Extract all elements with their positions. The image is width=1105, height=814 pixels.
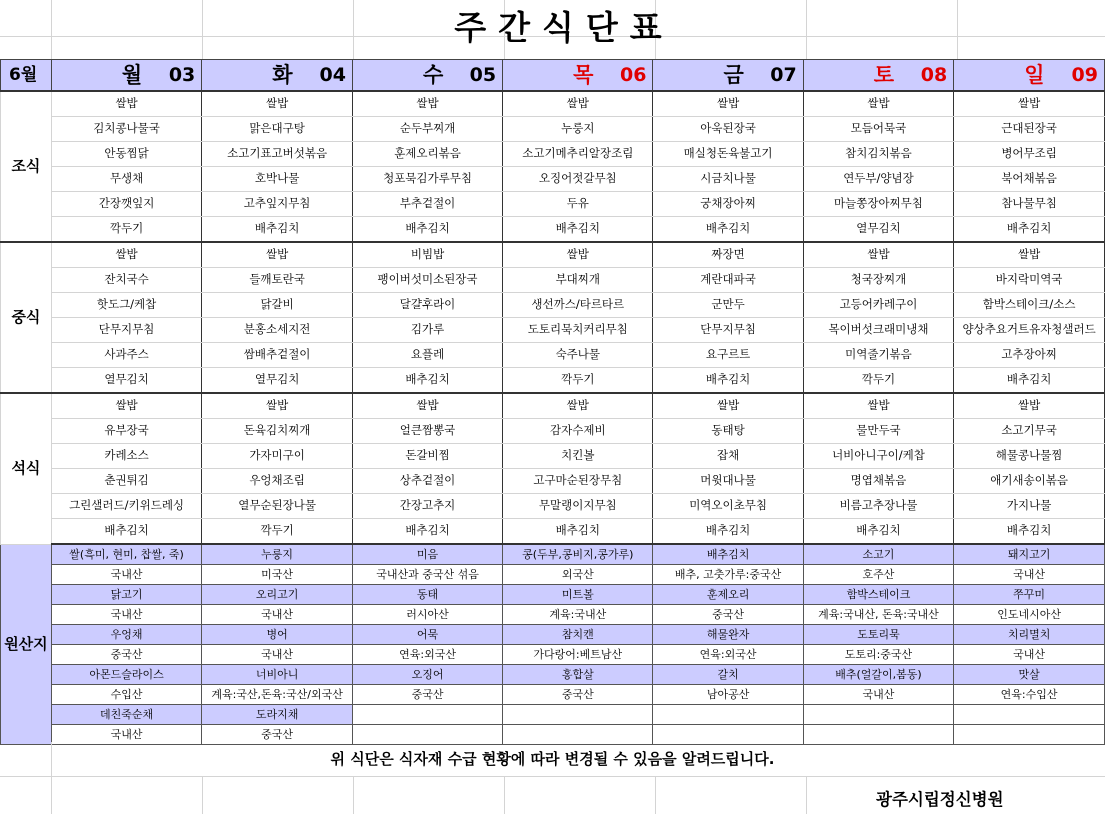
origin-source: 중국산 [202,725,353,745]
menu-item: 쌀밥 [503,91,653,117]
origin-source [352,725,502,745]
menu-item: 참치김치볶음 [803,142,954,167]
menu-item: 궁채장아찌 [653,192,803,217]
day-number: 03 [168,64,196,86]
menu-item: 쌀밥 [803,393,954,419]
menu-item: 배추김치 [954,519,1105,545]
menu-item: 마늘쫑장아찌무침 [803,192,954,217]
menu-item: 병어무조림 [954,142,1105,167]
day-header [653,60,803,92]
origin-item: 배추김치 [653,544,803,565]
menu-row [1,217,1105,243]
month-label: 6월 [1,60,52,92]
day-header [202,60,353,92]
menu-item: 누룽지 [503,117,653,142]
origin-source: 국내산 [954,565,1105,585]
menu-item: 들깨토란국 [202,268,353,293]
origin-source: 국내산 [202,645,353,665]
origin-item [653,705,803,725]
menu-item: 깍두기 [803,368,954,394]
menu-item: 우엉채조림 [202,469,353,494]
origin-item [352,705,502,725]
menu-item: 배추김치 [653,217,803,243]
menu-row [1,444,1105,469]
menu-item: 단무지무침 [51,318,201,343]
origin-item: 배추(얼갈이,봄동) [803,665,954,685]
menu-item: 치킨볼 [503,444,653,469]
menu-item: 달걀후라이 [352,293,502,318]
menu-item: 간장깻잎지 [51,192,201,217]
origin-item: 누룽지 [202,544,353,565]
menu-item: 두유 [503,192,653,217]
menu-item: 맑은대구탕 [202,117,353,142]
menu-item: 머윗대나물 [653,469,803,494]
menu-item: 배추김치 [352,217,502,243]
origin-source-row [1,565,1105,585]
origin-item-row [1,665,1105,685]
menu-item: 팽이버섯미소된장국 [352,268,502,293]
origin-source: 국내산 [51,565,201,585]
origin-item: 도라지채 [202,705,353,725]
menu-item: 열무순된장나물 [202,494,353,519]
menu-item: 청국장찌개 [803,268,954,293]
origin-item: 치리멸치 [954,625,1105,645]
origin-item: 쭈꾸미 [954,585,1105,605]
menu-item: 오징어젓갈무침 [503,167,653,192]
menu-item: 쌀밥 [803,242,954,268]
menu-item: 쌀밥 [954,393,1105,419]
menu-item: 미역오이초무침 [653,494,803,519]
menu-row [1,419,1105,444]
menu-item: 가지나물 [954,494,1105,519]
menu-item: 배추김치 [503,519,653,545]
origin-item: 데친죽순채 [51,705,201,725]
menu-item: 깍두기 [51,217,201,243]
menu-item: 쌀밥 [51,393,201,419]
menu-row [1,293,1105,318]
origin-item: 병어 [202,625,353,645]
menu-item: 돈육김치찌개 [202,419,353,444]
origin-source: 외국산 [503,565,653,585]
menu-item: 쌀밥 [51,242,201,268]
origin-item: 참치캔 [503,625,653,645]
menu-item: 쌀밥 [202,242,353,268]
origin-item-row [1,585,1105,605]
origin-item: 콩(두부,콩비지,콩가루) [503,544,653,565]
menu-item: 고추장아찌 [954,343,1105,368]
origin-item: 오징어 [352,665,502,685]
origin-source: 중국산 [503,685,653,705]
menu-item: 카레소스 [51,444,201,469]
hospital-name: 광주시립정신병원 [876,790,1004,809]
menu-item: 배추김치 [503,217,653,243]
menu-item: 계란대파국 [653,268,803,293]
menu-item: 소고기표고버섯볶음 [202,142,353,167]
menu-item: 함박스테이크/소스 [954,293,1105,318]
menu-item: 쌀밥 [653,91,803,117]
menu-item: 돈갈비찜 [352,444,502,469]
origin-item [954,705,1105,725]
origin-source: 국내산 [51,725,201,745]
menu-item: 가자미구이 [202,444,353,469]
origin-source: 국내산 [954,645,1105,665]
menu-item: 쌀밥 [954,91,1105,117]
menu-item: 간장고추지 [352,494,502,519]
menu-item: 얼큰짬뽕국 [352,419,502,444]
day-number: 08 [920,64,948,86]
menu-item: 유부장국 [51,419,201,444]
menu-item: 쌀밥 [803,91,954,117]
menu-item: 쌀밥 [202,91,353,117]
origin-source: 중국산 [352,685,502,705]
menu-item: 쌀밥 [352,393,502,419]
day-number: 06 [620,64,647,86]
origin-item: 쌀(흑미, 현미, 찹쌀, 죽) [51,544,201,565]
menu-item: 열무김치 [202,368,353,394]
day-header [803,60,954,92]
menu-item: 비름고추장나물 [803,494,954,519]
menu-item: 열무김치 [803,217,954,243]
menu-item: 모듬어묵국 [803,117,954,142]
day-name: 금 [723,63,744,87]
menu-item: 깍두기 [202,519,353,545]
day-number: 04 [319,64,346,86]
origin-source: 러시아산 [352,605,502,625]
origin-source: 국내산과 중국산 섞음 [352,565,502,585]
day-number: 07 [770,64,797,86]
day-name: 일 [1024,63,1045,87]
menu-item: 배추김치 [202,217,353,243]
menu-item: 고구마순된장무침 [503,469,653,494]
menu-row [1,519,1105,545]
origin-source: 국내산 [202,605,353,625]
origin-source: 국내산 [803,685,954,705]
menu-row [1,393,1105,419]
menu-item: 무말랭이지무침 [503,494,653,519]
menu-item: 바지락미역국 [954,268,1105,293]
origin-source: 배추, 고춧가루:중국산 [653,565,803,585]
menu-item: 명엽채볶음 [803,469,954,494]
menu-item: 배추김치 [954,217,1105,243]
origin-source: 연육:외국산 [352,645,502,665]
origin-item: 갈치 [653,665,803,685]
origin-item: 미트볼 [503,585,653,605]
menu-row [1,192,1105,217]
day-header [503,60,653,92]
origin-item: 홍합살 [503,665,653,685]
menu-row [1,242,1105,268]
menu-item: 부대찌개 [503,268,653,293]
menu-item: 그린샐러드/키위드레싱 [51,494,201,519]
menu-item: 분홍소세지전 [202,318,353,343]
menu-item: 닭갈비 [202,293,353,318]
menu-row [1,91,1105,117]
menu-item: 배추김치 [352,368,502,394]
origin-source [954,725,1105,745]
origin-source-row [1,685,1105,705]
menu-item: 짜장면 [653,242,803,268]
menu-item: 김가루 [352,318,502,343]
menu-item: 배추김치 [51,519,201,545]
page-title: 주간식단표 [454,8,674,47]
origin-source-row [1,605,1105,625]
menu-item: 배추김치 [803,519,954,545]
origin-item: 미음 [352,544,502,565]
origin-source [503,725,653,745]
day-number: 05 [469,64,497,86]
menu-item: 쌀밥 [352,91,502,117]
day-name: 수 [422,63,444,87]
menu-item: 훈제오리볶음 [352,142,502,167]
origin-source: 중국산 [653,605,803,625]
menu-item: 쌀밥 [503,393,653,419]
menu-item: 배추김치 [954,368,1105,394]
menu-row [1,494,1105,519]
notice-text: 위 식단은 식자재 수급 현황에 따라 변경될 수 있음을 알려드립니다. [330,750,775,768]
origin-source: 인도네시아산 [954,605,1105,625]
menu-row [1,368,1105,394]
menu-item: 단무지무침 [653,318,803,343]
menu-item: 숙주나물 [503,343,653,368]
menu-item: 깍두기 [503,368,653,394]
menu-item: 쌀밥 [202,393,353,419]
origin-source: 계육:국내산 [503,605,653,625]
origin-source: 호주산 [803,565,954,585]
menu-row [1,117,1105,142]
origin-source-row [1,725,1105,745]
day-header-row [1,60,1105,92]
menu-item: 동태탕 [653,419,803,444]
menu-item: 군만두 [653,293,803,318]
menu-item: 무생채 [51,167,201,192]
menu-item: 호박나물 [202,167,353,192]
menu-item: 생선까스/타르타르 [503,293,653,318]
origin-source [803,725,954,745]
day-header [51,60,201,92]
menu-item: 김치콩나물국 [51,117,201,142]
menu-item: 핫도그/케찹 [51,293,201,318]
menu-item: 상추겉절이 [352,469,502,494]
menu-item: 애기새송이볶음 [954,469,1105,494]
day-name: 월 [121,63,143,87]
origin-source: 중국산 [51,645,201,665]
menu-row [1,318,1105,343]
menu-item: 부추겉절이 [352,192,502,217]
menu-item: 감자수제비 [503,419,653,444]
menu-item: 고추잎지무침 [202,192,353,217]
origin-source [653,725,803,745]
origin-item [503,705,653,725]
weekly-menu-table [0,59,1105,745]
menu-item: 북어채볶음 [954,167,1105,192]
origin-item-row [1,625,1105,645]
origin-item: 해물완자 [653,625,803,645]
menu-item: 비빔밥 [352,242,502,268]
menu-item: 쌀밥 [51,91,201,117]
origin-item: 함박스테이크 [803,585,954,605]
menu-item: 춘권튀김 [51,469,201,494]
origin-item-row [1,544,1105,565]
menu-item: 요구르트 [653,343,803,368]
menu-item: 고등어카레구이 [803,293,954,318]
origin-label: 원산지 [1,544,52,745]
origin-source: 수입산 [51,685,201,705]
origin-source: 도토리:중국산 [803,645,954,665]
meal-label: 중식 [1,242,52,393]
menu-item: 물만두국 [803,419,954,444]
menu-item: 해물콩나물찜 [954,444,1105,469]
origin-item-row [1,705,1105,725]
day-number: 09 [1071,64,1098,86]
day-header [352,60,502,92]
menu-item: 요플레 [352,343,502,368]
origin-item: 오리고기 [202,585,353,605]
menu-item: 쌈배추겉절이 [202,343,353,368]
meal-label: 석식 [1,393,52,544]
menu-item: 양상추요거트유자청샐러드 [954,318,1105,343]
origin-item: 우엉채 [51,625,201,645]
origin-source: 연육:수입산 [954,685,1105,705]
origin-source: 미국산 [202,565,353,585]
menu-item: 매실청돈육불고기 [653,142,803,167]
origin-item: 맛살 [954,665,1105,685]
menu-item: 아욱된장국 [653,117,803,142]
menu-row [1,343,1105,368]
origin-source: 국내산 [51,605,201,625]
menu-item: 청포묵김가루무침 [352,167,502,192]
menu-item: 연두부/양념장 [803,167,954,192]
menu-item: 배추김치 [653,368,803,394]
menu-item: 배추김치 [653,519,803,545]
origin-item: 닭고기 [51,585,201,605]
menu-item: 소고기무국 [954,419,1105,444]
origin-source-row [1,645,1105,665]
menu-item: 안동찜닭 [51,142,201,167]
menu-item: 쌀밥 [954,242,1105,268]
origin-item: 훈제오리 [653,585,803,605]
menu-item: 순두부찌개 [352,117,502,142]
menu-item: 열무김치 [51,368,201,394]
origin-source: 계육:국내산, 돈육:국내산 [803,605,954,625]
menu-item: 배추김치 [352,519,502,545]
origin-item: 동태 [352,585,502,605]
origin-item: 돼지고기 [954,544,1105,565]
day-header [954,60,1105,92]
menu-item: 쌀밥 [653,393,803,419]
origin-source: 연육:외국산 [653,645,803,665]
meal-label: 조식 [1,91,52,242]
day-name: 토 [873,63,894,87]
menu-item: 소고기메추리알장조림 [503,142,653,167]
menu-row [1,268,1105,293]
menu-item: 시금치나물 [653,167,803,192]
menu-item: 쌀밥 [503,242,653,268]
menu-item: 미역줄기볶음 [803,343,954,368]
menu-row [1,469,1105,494]
day-name: 화 [272,63,293,87]
origin-item: 소고기 [803,544,954,565]
menu-item: 잔치국수 [51,268,201,293]
origin-source: 남아공산 [653,685,803,705]
menu-item: 근대된장국 [954,117,1105,142]
origin-item: 어묵 [352,625,502,645]
origin-item: 아몬드슬라이스 [51,665,201,685]
menu-item: 목이버섯크래미냉채 [803,318,954,343]
origin-item: 너비아니 [202,665,353,685]
origin-source: 가다랑어:베트남산 [503,645,653,665]
origin-source: 계육:국산,돈육:국산/외국산 [202,685,353,705]
origin-item [803,705,954,725]
menu-row [1,167,1105,192]
menu-item: 참나물무침 [954,192,1105,217]
day-name: 목 [573,63,594,87]
menu-item: 도토리묵치커리무침 [503,318,653,343]
menu-item: 너비아니구이/케찹 [803,444,954,469]
menu-item: 사과주스 [51,343,201,368]
origin-item: 도토리묵 [803,625,954,645]
menu-row [1,142,1105,167]
menu-item: 잡채 [653,444,803,469]
